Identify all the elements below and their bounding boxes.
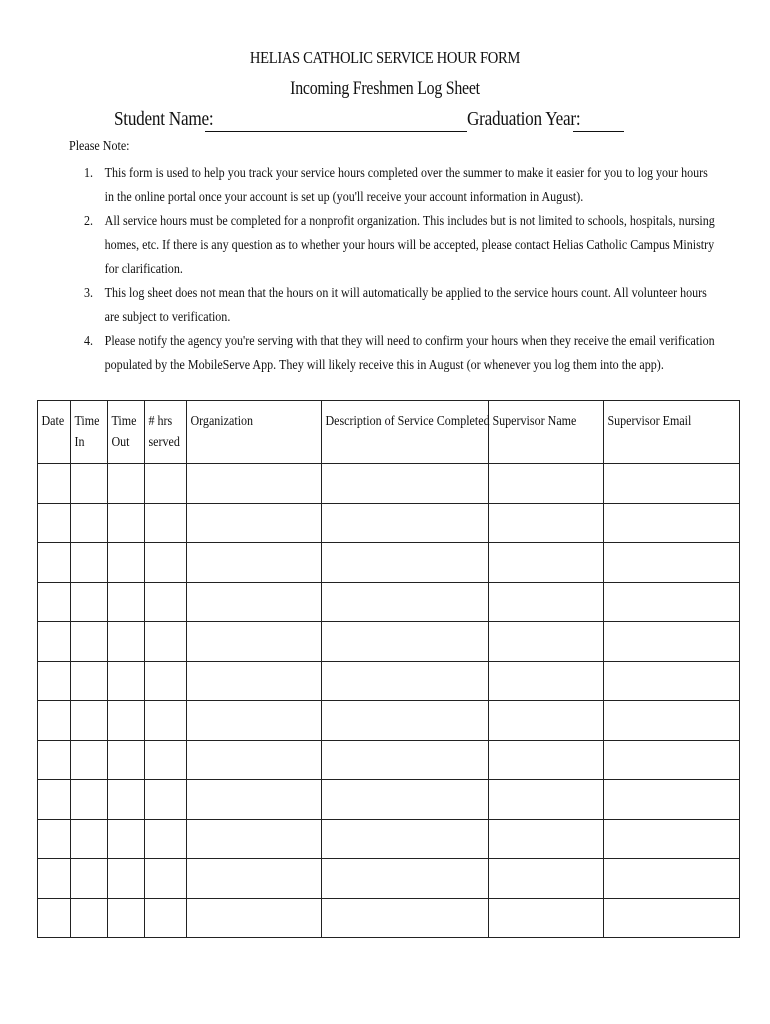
column-header-date: Date	[38, 401, 71, 464]
log-cell[interactable]	[145, 701, 187, 741]
log-cell[interactable]	[38, 503, 71, 543]
log-cell[interactable]	[38, 819, 71, 859]
note-line: homes, etc. If there is any question as to whether your hours will be accepted, please contact Helias Catholic Campus Ministry	[104, 238, 715, 253]
log-cell[interactable]	[322, 543, 489, 583]
log-cell[interactable]	[489, 582, 604, 622]
log-cell[interactable]	[145, 898, 187, 938]
log-cell[interactable]	[108, 819, 145, 859]
column-header-supervisor-name: Supervisor Name	[489, 401, 604, 464]
note-line: populated by the MobileServe App. They will likely receive this in August (or whenever you log them into the app).	[104, 358, 664, 373]
graduation-year-label: Graduation Year:	[467, 108, 581, 130]
table-row	[38, 464, 740, 504]
log-cell[interactable]	[145, 819, 187, 859]
note-number: 1.	[84, 166, 94, 181]
log-cell[interactable]	[108, 622, 145, 662]
column-header-description: Description of Service Completed	[322, 401, 489, 464]
note-line: in the online portal once your account is set up (you'll receive your account information in August).	[104, 190, 584, 205]
log-cell[interactable]	[489, 464, 604, 504]
table-row	[38, 622, 740, 662]
column-header-time-in: Time In	[71, 401, 108, 464]
log-cell[interactable]	[145, 503, 187, 543]
log-cell[interactable]	[604, 780, 740, 820]
log-cell[interactable]	[489, 780, 604, 820]
service-log-table	[37, 400, 740, 938]
table-row	[38, 582, 740, 622]
log-cell[interactable]	[322, 701, 489, 741]
note-number: 2.	[84, 214, 94, 229]
table-row	[38, 819, 740, 859]
log-cell[interactable]	[322, 740, 489, 780]
log-cell[interactable]	[604, 898, 740, 938]
log-cell[interactable]	[108, 701, 145, 741]
student-name-label: Student Name:	[114, 108, 214, 130]
log-cell[interactable]	[187, 898, 322, 938]
note-line: All service hours must be completed for a nonprofit organization. This includes but is not limited to schools, hospitals, nursing	[104, 214, 715, 229]
log-cell[interactable]	[108, 780, 145, 820]
log-cell[interactable]	[604, 464, 740, 504]
log-cell[interactable]	[108, 859, 145, 899]
log-cell[interactable]	[38, 464, 71, 504]
notes-heading: Please Note:	[69, 139, 130, 154]
log-cell[interactable]	[187, 819, 322, 859]
log-cell[interactable]	[604, 819, 740, 859]
log-cell[interactable]	[38, 701, 71, 741]
log-cell[interactable]	[604, 622, 740, 662]
column-header-supervisor-email: Supervisor Email	[604, 401, 740, 464]
table-header-row	[38, 401, 740, 464]
note-line: for clarification.	[104, 262, 183, 277]
log-cell[interactable]	[604, 661, 740, 701]
log-cell[interactable]	[38, 740, 71, 780]
log-cell[interactable]	[38, 898, 71, 938]
log-cell[interactable]	[604, 543, 740, 583]
log-cell[interactable]	[604, 503, 740, 543]
log-cell[interactable]	[604, 740, 740, 780]
log-cell[interactable]	[108, 543, 145, 583]
note-line: This form is used to help you track your service hours completed over the summer to make it easier for you to log your hours	[104, 166, 708, 181]
log-cell[interactable]	[71, 582, 108, 622]
log-cell[interactable]	[322, 582, 489, 622]
log-cell[interactable]	[38, 582, 71, 622]
student-name-field[interactable]	[205, 117, 467, 132]
log-cell[interactable]	[71, 859, 108, 899]
log-cell[interactable]	[489, 898, 604, 938]
log-cell[interactable]	[322, 780, 489, 820]
table-row	[38, 503, 740, 543]
log-cell[interactable]	[489, 661, 604, 701]
log-cell[interactable]	[489, 819, 604, 859]
log-cell[interactable]	[71, 780, 108, 820]
log-cell[interactable]	[108, 740, 145, 780]
log-cell[interactable]	[145, 661, 187, 701]
column-header-hours-served: # hrs served	[145, 401, 187, 464]
log-cell[interactable]	[38, 622, 71, 662]
log-cell[interactable]	[187, 701, 322, 741]
log-cell[interactable]	[604, 859, 740, 899]
log-cell[interactable]	[71, 819, 108, 859]
log-cell[interactable]	[108, 582, 145, 622]
log-cell[interactable]	[71, 740, 108, 780]
graduation-year-field[interactable]	[573, 117, 624, 132]
log-cell[interactable]	[604, 701, 740, 741]
log-cell[interactable]	[489, 859, 604, 899]
log-cell[interactable]	[38, 780, 71, 820]
log-cell[interactable]	[187, 464, 322, 504]
log-cell[interactable]	[108, 464, 145, 504]
log-cell[interactable]	[38, 859, 71, 899]
log-cell[interactable]	[322, 819, 489, 859]
notes-list	[84, 162, 715, 378]
log-cell[interactable]	[489, 503, 604, 543]
note-item	[84, 330, 715, 378]
note-line: This log sheet does not mean that the hours on it will automatically be applied to the service hours count. All volunteer hours	[104, 286, 707, 301]
form-subtitle: Incoming Freshmen Log Sheet	[290, 79, 480, 99]
log-cell[interactable]	[322, 859, 489, 899]
note-item	[84, 210, 715, 282]
log-cell[interactable]	[187, 503, 322, 543]
table-row	[38, 701, 740, 741]
log-cell[interactable]	[322, 464, 489, 504]
table-row	[38, 543, 740, 583]
log-cell[interactable]	[71, 622, 108, 662]
log-cell[interactable]	[108, 661, 145, 701]
log-cell[interactable]	[145, 464, 187, 504]
column-header-time-out: Time Out	[108, 401, 145, 464]
form-title: HELIAS CATHOLIC SERVICE HOUR FORM	[249, 48, 521, 67]
log-cell[interactable]	[322, 622, 489, 662]
log-cell[interactable]	[322, 661, 489, 701]
log-cell[interactable]	[489, 622, 604, 662]
table-row	[38, 780, 740, 820]
log-cell[interactable]	[145, 543, 187, 583]
log-cell[interactable]	[489, 543, 604, 583]
log-cell[interactable]	[71, 701, 108, 741]
log-cell[interactable]	[489, 740, 604, 780]
column-header-organization: Organization	[187, 401, 322, 464]
table-row	[38, 859, 740, 899]
note-line: are subject to verification.	[104, 310, 231, 325]
log-cell[interactable]	[145, 780, 187, 820]
log-cell[interactable]	[145, 582, 187, 622]
note-item	[84, 282, 707, 330]
note-line: Please notify the agency you're serving with that they will need to confirm your hours when they receive the email verification	[104, 334, 715, 349]
log-cell[interactable]	[322, 503, 489, 543]
log-cell[interactable]	[187, 780, 322, 820]
table-row	[38, 898, 740, 938]
log-cell[interactable]	[108, 503, 145, 543]
log-cell[interactable]	[71, 464, 108, 504]
log-cell[interactable]	[145, 740, 187, 780]
log-cell[interactable]	[187, 543, 322, 583]
note-number: 3.	[84, 286, 94, 301]
log-cell[interactable]	[71, 898, 108, 938]
log-cell[interactable]	[187, 661, 322, 701]
log-cell[interactable]	[322, 898, 489, 938]
log-cell[interactable]	[187, 622, 322, 662]
log-cell[interactable]	[38, 661, 71, 701]
log-cell[interactable]	[145, 859, 187, 899]
log-cell[interactable]	[108, 898, 145, 938]
log-cell[interactable]	[38, 543, 71, 583]
table-row	[38, 740, 740, 780]
log-cell[interactable]	[71, 661, 108, 701]
note-item	[84, 162, 708, 210]
log-table-body	[38, 464, 740, 938]
log-cell[interactable]	[145, 622, 187, 662]
log-cell[interactable]	[489, 701, 604, 741]
log-cell[interactable]	[187, 740, 322, 780]
log-cell[interactable]	[187, 582, 322, 622]
table-row	[38, 661, 740, 701]
log-cell[interactable]	[71, 503, 108, 543]
log-cell[interactable]	[604, 582, 740, 622]
note-number: 4.	[84, 334, 94, 349]
log-cell[interactable]	[187, 859, 322, 899]
log-cell[interactable]	[71, 543, 108, 583]
